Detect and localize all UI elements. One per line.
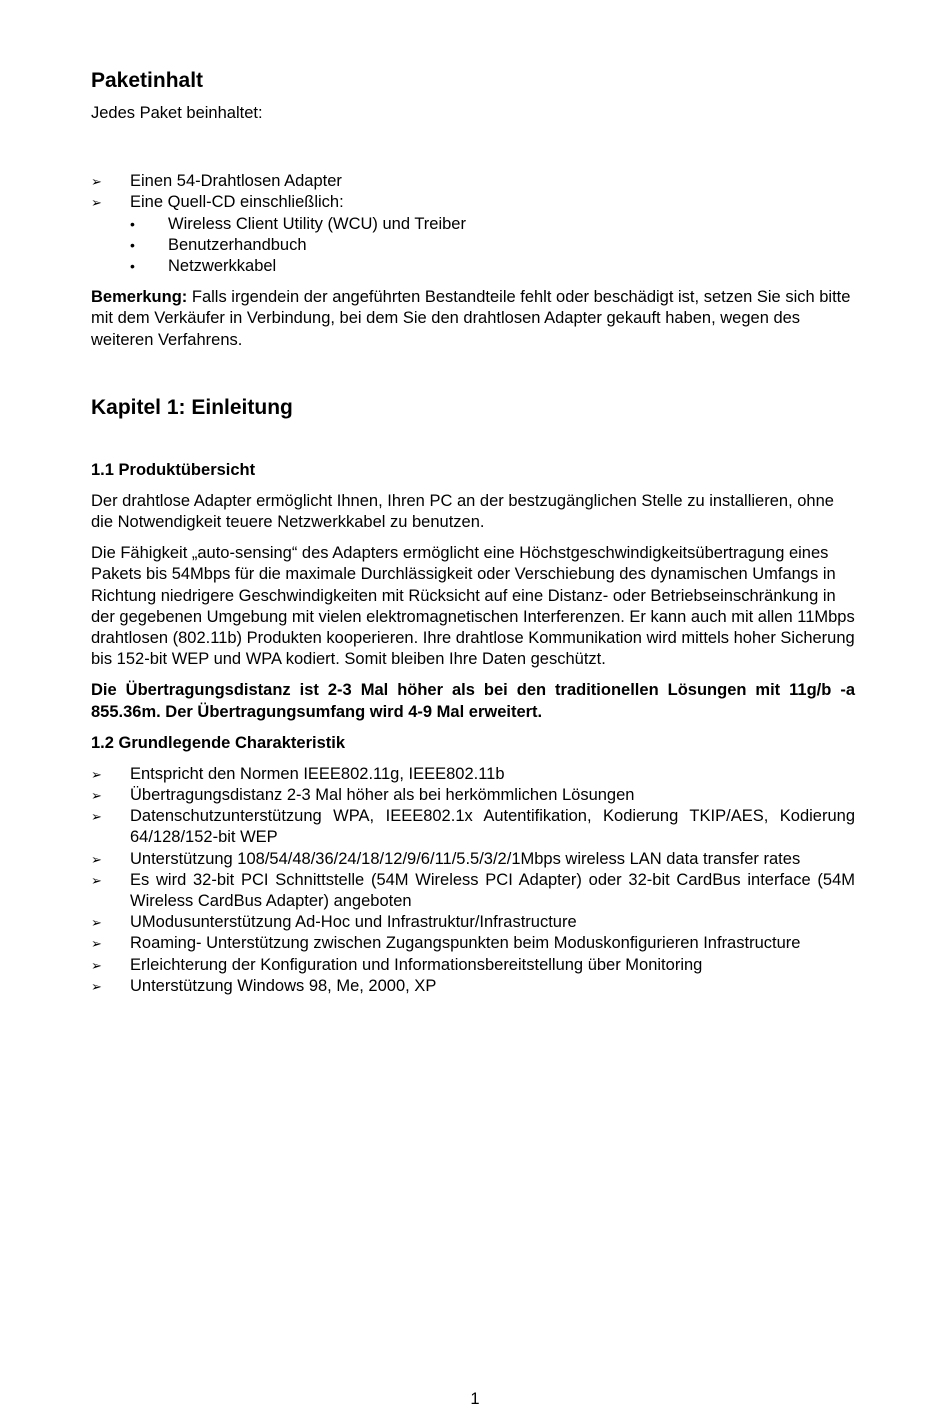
- arrow-bullet-icon: ➢: [91, 174, 102, 190]
- list-item: ➢ UModusunterstützung Ad-Hoc und Infrastruktur/Infrastructure: [91, 912, 855, 933]
- arrow-bullet-icon: ➢: [91, 872, 102, 888]
- features-list: [91, 764, 855, 997]
- bullet-icon: •: [130, 258, 135, 275]
- arrow-bullet-icon: ➢: [91, 766, 102, 782]
- note-label: Bemerkung:: [91, 288, 188, 307]
- list-item: • Benutzerhandbuch: [130, 235, 855, 256]
- arrow-bullet-icon: ➢: [91, 788, 102, 804]
- list-item: ➢ Erleichterung der Konfiguration und Informationsbereitstellung über Monitoring: [91, 955, 855, 976]
- list-item: • Wireless Client Utility (WCU) und Treiber: [130, 214, 855, 235]
- note-paragraph: [91, 287, 855, 351]
- list-item: ➢ Unterstützung 108/54/48/36/24/18/12/9/6/11/5.5/3/2/1Mbps wireless LAN data transfer rates: [91, 849, 855, 870]
- arrow-bullet-icon: ➢: [91, 936, 102, 952]
- page-number: 1: [470, 1390, 480, 1408]
- section-title-paketinhalt: Paketinhalt: [91, 69, 204, 92]
- list-item: • Netzwerkkabel: [130, 256, 855, 277]
- package-contents-list: [91, 171, 855, 213]
- bullet-icon: •: [130, 215, 135, 232]
- subsection-title-1-2: 1.2 Grundlegende Charakteristik: [91, 733, 346, 752]
- list-item: ➢ Datenschutzunterstützung WPA, IEEE802.1x Autentifikation, Kodierung TKIP/AES, Kodierung 64/128/152-bit WEP: [91, 807, 855, 847]
- overview-paragraph-2: Die Fähigkeit „auto-sensing“ des Adapters ermöglicht eine Höchstgeschwindigkeitsübertragung eines Pakets bis 54Mbps für die maximale Durchlässigkeit oder Verschiebung des dynamischen Umfangs in Richtung niedrigere Geschwindigkeiten mit Rücksicht auf eine Distanz- oder Betriebseinschränkung in der gegebenen Umgebung mit vielen elektromagnetischen Interferenzen. Er kann auch mit allen 11Mbps drahtlosen (802.11b) Produkten kooperieren. Ihre drahtlose Kommunikation wird mittels hoher Sicherung bis 152-bit WEP und WPA kodiert. Somit bleiben Ihre Daten geschützt.: [91, 544, 855, 669]
- document-page: [91, 66, 855, 997]
- overview-paragraph-3: Die Übertragungsdistanz ist 2-3 Mal höher als bei den traditionellen Lösungen mit 11g/b -a 855.36m. Der Übertragungsumfang wird 4-9 Mal erweitert.: [91, 681, 855, 721]
- arrow-bullet-icon: ➢: [91, 851, 102, 867]
- list-item: ➢ Roaming- Unterstützung zwischen Zugangspunkten beim Moduskonfigurieren Infrastructure: [91, 933, 855, 954]
- arrow-bullet-icon: ➢: [91, 809, 102, 825]
- list-item: ➢ Übertragungsdistanz 2-3 Mal höher als bei herkömmlichen Lösungen: [91, 785, 855, 806]
- chapter-title: Kapitel 1: Einleitung: [91, 395, 293, 419]
- list-item: ➢ Es wird 32-bit PCI Schnittstelle (54M Wireless PCI Adapter) oder 32-bit CardBus interface (54M Wireless CardBus Adapter) angeboten: [91, 870, 855, 911]
- arrow-bullet-icon: ➢: [91, 978, 102, 994]
- overview-paragraph-1: Der drahtlose Adapter ermöglicht Ihnen, Ihren PC an der bestzugänglichen Stelle zu installieren, ohne die Notwendigkeit teuere Netzwerkkabel zu benutzen.: [91, 491, 834, 532]
- note-text: Falls irgendein der angeführten Bestandteile fehlt oder beschädigt ist, setzen Sie sich bitte mit dem Verkäufer in Verbindung, bei dem Sie den drahtlosen Adapter gekauft haben, wegen des weiteren Verfahrens.: [91, 288, 851, 349]
- arrow-bullet-icon: ➢: [91, 195, 102, 211]
- cd-contents-list: [91, 214, 855, 278]
- subsection-title-1-1: 1.1 Produktübersicht: [91, 460, 256, 479]
- package-intro: Jedes Paket beinhaltet:: [91, 104, 263, 122]
- list-item: ➢ Einen 54-Drahtlosen Adapter: [91, 171, 855, 192]
- bullet-icon: •: [130, 236, 135, 253]
- list-item: ➢ Entspricht den Normen IEEE802.11g, IEEE802.11b: [91, 764, 855, 785]
- arrow-bullet-icon: ➢: [91, 957, 102, 973]
- list-item: ➢ Eine Quell-CD einschließlich:: [91, 192, 855, 213]
- list-item: ➢ Unterstützung Windows 98, Me, 2000, XP: [91, 976, 855, 997]
- arrow-bullet-icon: ➢: [91, 915, 102, 931]
